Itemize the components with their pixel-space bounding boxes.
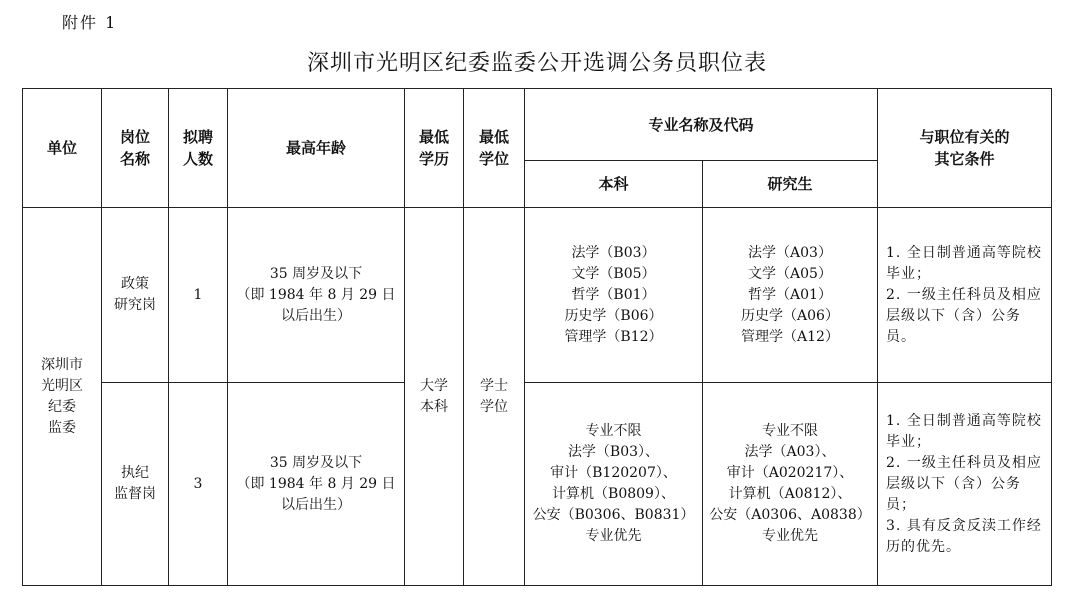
age-cell: 35 周岁及以下 （即 1984 年 8 月 29 日 以后出生）: [228, 208, 405, 383]
header-max-age: 最高年龄: [228, 89, 405, 208]
degree-cell: 学士 学位: [464, 208, 525, 586]
graduate-majors-cell: 法学（A03） 文学（A05） 哲学（A01） 历史学（A06） 管理学（A12）: [703, 208, 878, 383]
age-cell: 35 周岁及以下 （即 1984 年 8 月 29 日 以后出生）: [228, 383, 405, 586]
conditions-cell: 1. 全日制普通高等院校毕业； 2. 一级主任科员及相应层级以下（含）公务员； 3. 具有反贪反渎工作经历的优先。: [878, 383, 1052, 586]
header-headcount: 拟聘 人数: [169, 89, 228, 208]
table-row: [23, 383, 1052, 586]
table-row: [23, 208, 1052, 383]
post-cell: 政策 研究岗: [102, 208, 169, 383]
education-cell: 大学 本科: [405, 208, 464, 586]
header-min-degree: 最低 学位: [464, 89, 525, 208]
conditions-cell: 1. 全日制普通高等院校毕业； 2. 一级主任科员及相应层级以下（含）公务员。: [878, 208, 1052, 383]
header-post-name: 岗位 名称: [102, 89, 169, 208]
header-min-education: 最低 学历: [405, 89, 464, 208]
undergrad-majors-cell: 法学（B03） 文学（B05） 哲学（B01） 历史学（B06） 管理学（B12）: [525, 208, 703, 383]
header-unit: 单位: [23, 89, 102, 208]
page-title: 深圳市光明区纪委监委公开选调公务员职位表: [306, 51, 767, 76]
header-undergrad: 本科: [525, 161, 703, 208]
count-cell: 1: [169, 208, 228, 383]
count-cell: 3: [169, 383, 228, 586]
graduate-majors-cell: 专业不限 法学（A03）、 审计（A020217）、 计算机（A0812）、 公安（A0306、A0838） 专业优先: [703, 383, 878, 586]
positions-table: [22, 88, 1052, 586]
header-conditions: 与职位有关的 其它条件: [878, 89, 1052, 208]
undergrad-majors-cell: 专业不限 法学（B03）、 审计（B120207）、 计算机（B0809）、 公安（B0306、B0831） 专业优先: [525, 383, 703, 586]
post-cell: 执纪 监督岗: [102, 383, 169, 586]
attachment-label: 附件 1: [62, 13, 118, 32]
header-graduate: 研究生: [703, 161, 878, 208]
header-major: 专业名称及代码: [525, 89, 878, 161]
unit-cell: 深圳市 光明区 纪委 监委: [23, 208, 102, 586]
